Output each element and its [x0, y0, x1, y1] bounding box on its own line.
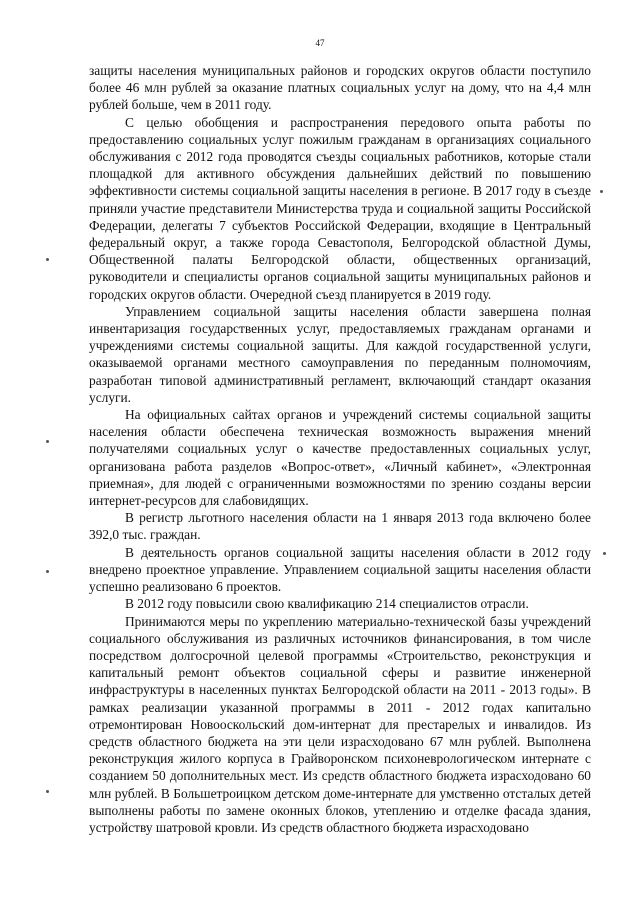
scan-speck [46, 440, 49, 443]
scan-speck [600, 190, 603, 193]
paragraph-7: В 2012 году повысили свою квалификацию 214 специалистов отрасли. [125, 596, 529, 612]
paragraph-8: Принимаются меры по укреплению материально-технической базы учреждений социального обслуживания из различных источников финансирования, в том числе посредством долгосрочной целевой программы «Строительство, реконструкция и капитальный ремонт объектов социальной сферы и развитие инженерной инфраструктуры в населенных пунктах Белгородской области на 2011 - 2013 годы». В рамках реализации указанной программы в 2011 - 2012 годах капитально отремонтирован Новооскольский дом-интернат для престарелых и инвалидов. Из средств областного бюджета на эти цели израсходовано 67 млн рублей. Выполнена реконструкция жилого корпуса в Грайворонском психоневрологическом интернате с созданием 50 дополнительных мест. Из средств областного бюджета израсходовано 60 млн рублей. В Большетроицком детском доме-интернате для умственно отсталых детей выполнены работы по замене оконных блоков, утеплению и отделке фасада здания, устройству шатровой кровли. Из средств областного бюджета израсходовано [89, 613, 591, 835]
scan-speck [46, 258, 49, 261]
body-text [89, 62, 591, 836]
paragraph-6: В деятельность органов социальной защиты населения области в 2012 году внедрено проектное управление. Управлением социальной защиты населения области успешно реализовано 6 проектов. [89, 544, 591, 595]
paragraph-1: защиты населения муниципальных районов и городских округов области поступило более 46 млн рублей за оказание платных социальных услуг на дому, что на 4,4 млн рублей больше, чем в 2011 году. [89, 63, 591, 113]
scan-speck [46, 790, 49, 793]
scan-speck [46, 570, 49, 573]
paragraph-3: Управлением социальной защиты населения области завершена полная инвентаризация государственных услуг, предоставляемых гражданам органами и учреждениями системы социальной защиты. Для каждой государственной услуги, оказываемой органами местного самоуправления по переданным полномочиям, разработан типовой административный регламент, включающий стандарт оказания услуги. [89, 303, 591, 405]
page-number: 47 [315, 38, 325, 48]
paragraph-4: На официальных сайтах органов и учреждений системы социальной защиты населения области обеспечена техническая возможность выражения мнений получателями социальных услуг о качестве предоставленных социальных услуг, организована работа разделов «Вопрос-ответ», «Личный кабинет», «Электронная приемная», для людей с ограниченными возможностями по зрению созданы версии интернет-ресурсов для слабовидящих. [89, 407, 591, 509]
scan-speck [603, 552, 606, 555]
paragraph-5: В регистр льготного населения области на 1 января 2013 года включено более 392,0 тыс. граждан. [89, 510, 591, 543]
paragraph-2: С целью обобщения и распространения передового опыта работы по предоставлению социальных услуг пожилым гражданам в организациях социального обслуживания с 2012 года проводятся съезды социальных работников, которые стали площадкой для активного обсуждения дальнейших действий по повышению эффективности системы социальной защиты населения в регионе. В 2017 году в съезде приняли участие представители Министерства труда и социальной защиты Российской Федерации, делегаты 7 субъектов Российской Федерации, входящие в Центральный федеральный округ, а также города Севастополя, Белгородской областной Думы, Общественной палаты Белгородской области, общественных организаций, руководители и специалисты органов социальной защиты муниципальных районов и городских округов области. Очередной съезд планируется в 2019 году. [89, 114, 591, 302]
